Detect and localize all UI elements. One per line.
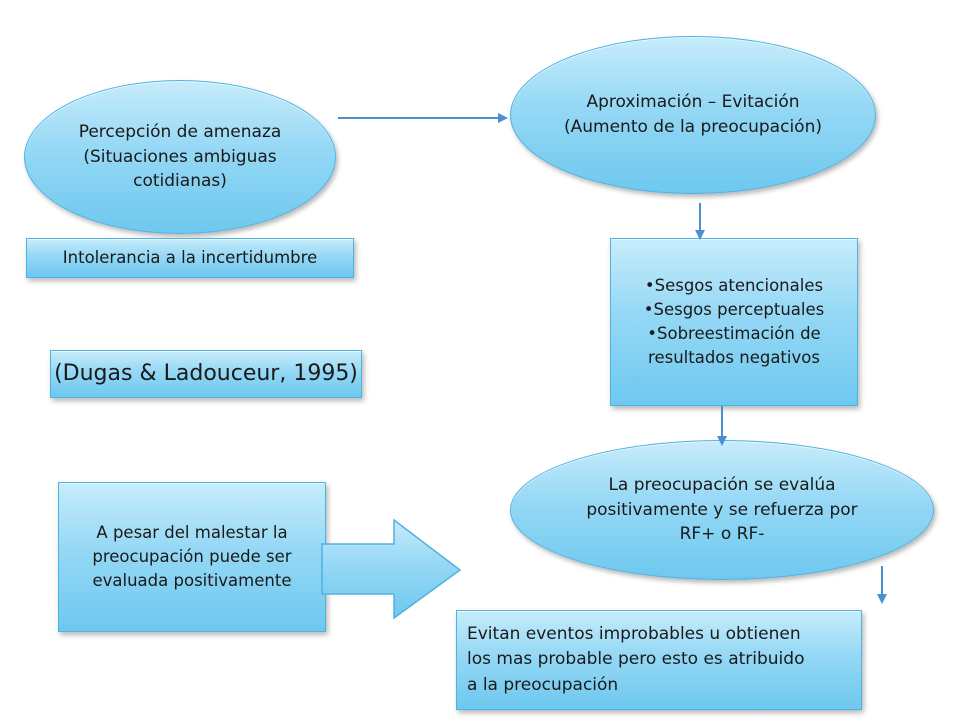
positive-evaluation-label: La preocupación se evalúa positivamente y se refuerza por RF+ o RF- (586, 475, 858, 545)
positive-evaluation-node (510, 440, 934, 580)
citation-label: (Dugas & Ladouceur, 1995) (54, 361, 358, 387)
intolerance-uncertainty-label: Intolerancia a la incertidumbre (62, 248, 318, 268)
avoid-events-box (456, 610, 862, 710)
approach-avoidance-label: Aproximación – Evitación (Aumento de la preocupación) (564, 92, 822, 137)
intolerance-uncertainty-box (26, 238, 354, 278)
block-arrow-right (318, 518, 464, 622)
avoid-events-label: Evitan eventos improbables u obtienen los mas probable pero esto es atribuido a la preocupación (467, 623, 805, 695)
despite-distress-label: A pesar del malestar la preocupación puede ser evaluada positivamente (92, 523, 292, 590)
approach-avoidance-node (510, 36, 876, 194)
citation-box (50, 350, 362, 398)
despite-distress-box (58, 482, 326, 632)
threat-perception-node (24, 80, 336, 234)
biases-label: •Sesgos atencionales •Sesgos perceptuales •Sobreestimación de resultados negativos (643, 276, 825, 367)
biases-box (610, 238, 858, 406)
threat-perception-label: Percepción de amenaza (Situaciones ambiguas cotidianas) (78, 122, 282, 192)
